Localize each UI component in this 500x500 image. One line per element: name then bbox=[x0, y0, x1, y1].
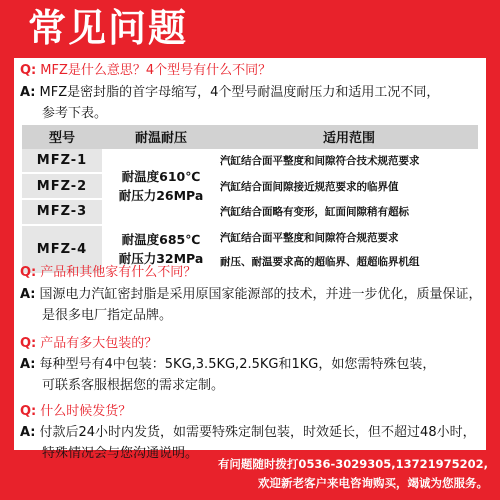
header bbox=[0, 0, 500, 54]
table-row bbox=[22, 174, 478, 198]
a-marker: A: bbox=[20, 287, 36, 302]
contact-phone-line: 有问题随时拨打0536-3029305,13721975202, bbox=[217, 457, 488, 471]
faq-answer-2-line1: 国源电力汽缸密封脂是采用原国家能源部的技术，并进一步优化，质量保证， bbox=[39, 287, 482, 302]
table-row bbox=[22, 226, 478, 250]
faq-answer-4-line2: 特殊情况会与您沟通说明。 bbox=[42, 446, 199, 461]
faq-question-2-text: 产品和其他家有什么不同？ bbox=[40, 265, 197, 280]
faq-answer-4 bbox=[20, 422, 476, 444]
faq-question-1-text: MFZ是什么意思？4个型号有什么不同？ bbox=[40, 63, 272, 78]
application-cell: 汽缸结合面间隙接近规范要求的临界值 bbox=[220, 180, 399, 193]
resistance-pressure-1: 耐压力26MPa bbox=[118, 188, 204, 204]
contact-welcome-line: 欢迎新老客户来电咨询购买，竭诚为您服务。 bbox=[258, 476, 488, 490]
q-marker: Q: bbox=[20, 265, 37, 280]
model-cell: MFZ-2 bbox=[22, 174, 102, 198]
a-marker: A: bbox=[20, 357, 36, 372]
model-cell: MFZ-4 bbox=[22, 226, 102, 273]
faq-answer-1-line2: 参考下表。 bbox=[42, 106, 108, 121]
faq-answer-2-line2: 是很多电厂指定品牌。 bbox=[42, 308, 173, 323]
application-cell: 汽缸结合面平整度和间隙符合规范要求 bbox=[220, 232, 399, 245]
col-header-application: 适用范围 bbox=[322, 131, 375, 147]
a-marker: A: bbox=[20, 85, 36, 100]
faq-answer-1 bbox=[20, 82, 439, 104]
faq-panel bbox=[14, 58, 486, 461]
faq-answer-1-line1: MFZ是密封脂的首字母缩写，4个型号耐温度耐压力和适用工况不同， bbox=[39, 85, 440, 100]
a-marker: A: bbox=[20, 425, 36, 440]
faq-answer-3-line2: 可联系客服根据您的需求定制。 bbox=[42, 378, 225, 393]
q-marker: Q: bbox=[20, 336, 37, 351]
faq-answer-3-line1: 每种型号有4中包装：5KG,3.5KG,2.5KG和1KG，如您需特殊包装， bbox=[39, 357, 436, 372]
faq-question-3-text: 产品有多大包装的？ bbox=[40, 336, 158, 351]
q-marker: Q: bbox=[20, 404, 37, 419]
faq-question-3 bbox=[20, 335, 157, 353]
faq-answer-2 bbox=[20, 284, 482, 306]
faq-question-1 bbox=[20, 62, 271, 80]
faq-question-2 bbox=[20, 264, 196, 282]
table-row bbox=[22, 200, 478, 224]
faq-answer-3 bbox=[20, 354, 435, 376]
spec-table bbox=[22, 125, 478, 273]
application-cell: 汽缸结合面平整度和间隙符合技术规范要求 bbox=[220, 154, 420, 167]
col-header-model: 型号 bbox=[48, 131, 75, 147]
table-header-row bbox=[22, 125, 478, 149]
resistance-temp-2: 耐温度685℃ bbox=[121, 232, 201, 248]
model-cell: MFZ-3 bbox=[22, 200, 102, 224]
page-title: 常见问题 bbox=[28, 6, 189, 50]
model-cell: MFZ-1 bbox=[22, 149, 102, 173]
footer bbox=[0, 450, 500, 500]
resistance-temp-1: 耐温度610℃ bbox=[121, 169, 201, 185]
application-cell: 耐压、耐温要求高的超临界、超超临界机组 bbox=[220, 255, 420, 268]
application-cell: 汽缸结合面略有变形，缸面间隙稍有超标 bbox=[220, 206, 409, 219]
faq-question-4-text: 什么时候发货？ bbox=[40, 404, 132, 419]
resistance-cell-1 bbox=[102, 149, 220, 224]
q-marker: Q: bbox=[20, 63, 37, 78]
table-row bbox=[22, 149, 478, 173]
faq-question-4 bbox=[20, 403, 131, 421]
col-header-resistance: 耐温耐压 bbox=[134, 131, 187, 147]
faq-answer-4-line1: 付款后24小时内发货，如需要特殊定制包装，时效延长，但不超过48小时， bbox=[39, 425, 476, 440]
resistance-pressure-2: 耐压力32MPa bbox=[118, 251, 204, 267]
